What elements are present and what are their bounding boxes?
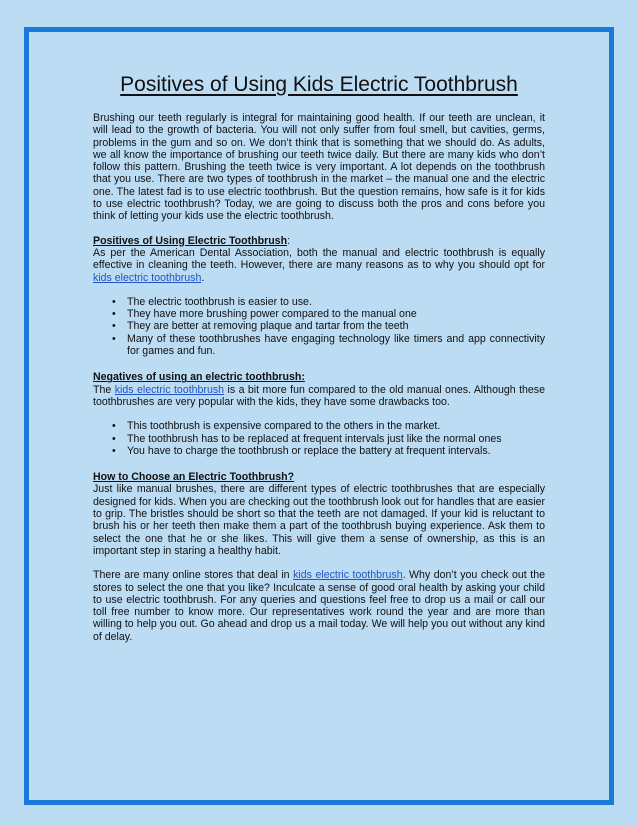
- negatives-link[interactable]: kids electric toothbrush: [114, 383, 225, 396]
- negatives-section: [93, 371, 545, 408]
- positives-text-end: .: [201, 271, 205, 284]
- choose-section: [93, 471, 545, 557]
- positives-heading: Positives of Using Electric Toothbrush: [93, 234, 288, 247]
- list-item: • Many of these toothbrushes have engaging technology like timers and app connectivity for games and fun.: [127, 333, 545, 358]
- list-item: • You have to charge the toothbrush or replace the battery at frequent intervals.: [127, 445, 545, 457]
- choose-text-end: . Why don’t you check out the stores to select the one that you like? Inculcate a sense of good oral health by asking your child to use electric toothbrush. For any queries and questions feel free to drop us a mail or call our toll free number to know more. Our representatives work round the year and are more than willing to help you out. Go ahead and drop us a mail today. We will help you out without any kind of delay.: [93, 569, 545, 643]
- choose-paragraph-2: [93, 569, 545, 643]
- positives-list: [93, 296, 545, 357]
- choose-link[interactable]: kids electric toothbrush: [293, 569, 403, 582]
- choose-paragraph-1: Just like manual brushes, there are different types of electric toothbrushes that are especially designed for kids. When you are checking out the toothbrush look out for handles that are easier to grip. The bristles should be short so that the teeth are not damaged. If your kid is reluctant to brush his or her teeth then make them a part of the toothbrush buying experience. Ask them to select the one that he or she likes. This will give them a sense of ownership, as this is an important step in staring a healthy habit.: [93, 483, 545, 557]
- negatives-text: The: [93, 383, 115, 396]
- list-item: • The toothbrush has to be replaced at frequent intervals just like the normal ones: [127, 433, 545, 445]
- positives-section: [93, 235, 545, 284]
- choose-text: There are many online stores that deal in: [93, 569, 294, 582]
- negatives-text-end: is a bit more fun compared to the old manual ones. Although these toothbrushes are very popular with the kids, they have some drawbacks too.: [93, 383, 545, 408]
- negatives-heading: Negatives of using an electric toothbrush:: [93, 371, 305, 384]
- list-item: • This toothbrush is expensive compared to the others in the market.: [127, 420, 545, 432]
- page-title: Positives of Using Kids Electric Toothbrush: [120, 73, 518, 96]
- page-frame: [24, 27, 614, 805]
- positives-link[interactable]: kids electric toothbrush: [93, 271, 202, 284]
- list-item: • They are better at removing plaque and tartar from the teeth: [127, 320, 545, 332]
- positives-heading-suffix: :: [287, 234, 291, 247]
- list-item: • They have more brushing power compared to the manual one: [127, 308, 545, 320]
- list-item: • The electric toothbrush is easier to use.: [127, 296, 545, 308]
- document-content: [93, 72, 545, 643]
- intro-paragraph: Brushing our teeth regularly is integral for maintaining good health. If our teeth are unclean, it will lead to the growth of bacteria. You will not only suffer from foul smell, but cavities, germs, problems in the gum and so on. We don’t think that is something that we should do. As adults, we all know the importance of brushing our teeth twice daily. But there are many kids who don’t follow this pattern. Brushing the teeth twice is very important. A lot depends on the toothbrush that you use. There are two types of toothbrush in the market – the manual one and the electric one. The latest fad is to use electric toothbrush. But the question remains, how safe is it for kids to use electric toothbrush? Today, we are going to discuss both the pros and cons before you think of letting your kids use the electric toothbrush.: [93, 112, 545, 223]
- negatives-list: [93, 420, 545, 457]
- positives-text: As per the American Dental Association, both the manual and electric toothbrush is equally effective in cleaning the teeth. However, there are many reasons as to why you should opt for: [93, 246, 545, 272]
- choose-heading: How to Choose an Electric Toothbrush?: [93, 471, 295, 484]
